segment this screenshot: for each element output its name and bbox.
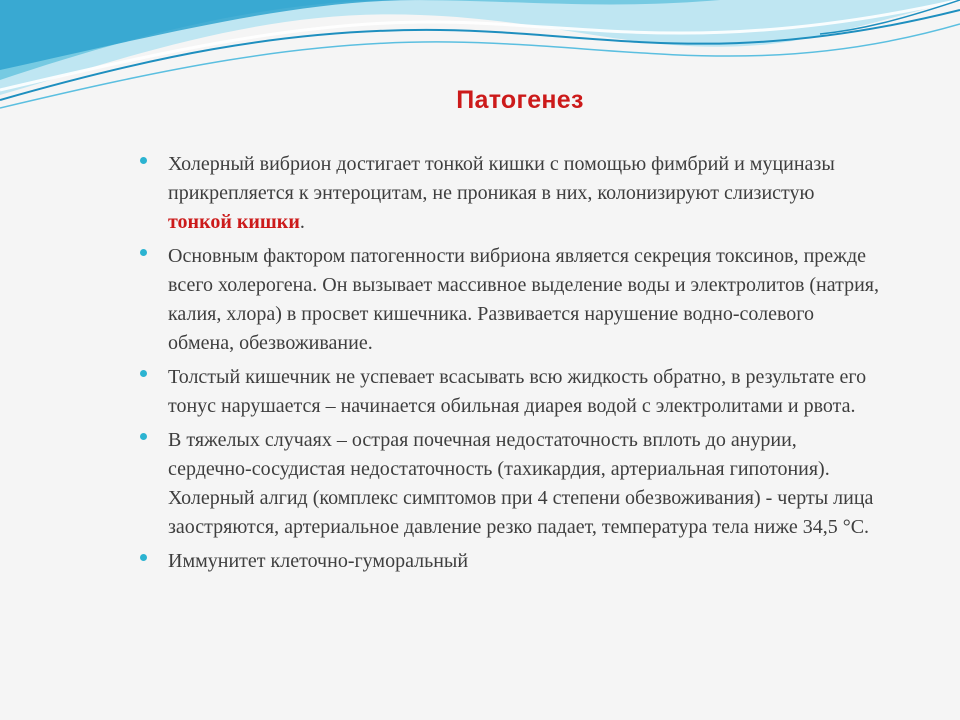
bullet-dot-icon (140, 554, 147, 561)
list-item (140, 547, 880, 576)
bullet-text: Иммунитет клеточно-гуморальный (168, 550, 469, 572)
list-item (140, 363, 880, 421)
bullet-text: Холерный вибрион достигает тонкой кишки с помощью фимбрий и муциназы прикрепляется к энтероцитам, не проникая в них, колонизируют слизистую тонкой кишки. (168, 153, 835, 233)
list-item (140, 150, 880, 237)
bullet-list (140, 150, 880, 581)
bullet-dot-icon (140, 370, 147, 377)
bullet-dot-icon (140, 157, 147, 164)
bullet-text: В тяжелых случаях – острая почечная недостаточность вплоть до анурии, сердечно-сосудистая недостаточность (тахикардия, артериальная гипотония). Холерный алгид (комплекс симптомов при 4 степени обезвоживания) - черты лица заостряются, артериальное давление резко падает, температура тела ниже 34,5 °С. (168, 429, 874, 538)
slide-title: Патогенез (456, 86, 584, 114)
bullet-text: Основным фактором патогенности вибриона является секреция токсинов, прежде всего холерогена. Он вызывает массивное выделение воды и электролитов (натрия, калия, хлора) в просвет кишечника. Развивается нарушение водно-солевого обмена, обезвоживание. (168, 245, 880, 354)
bullet-text: Толстый кишечник не успевает всасывать всю жидкость обратно, в результате его тонус нарушается – начинается обильная диарея водой с электролитами и рвота. (168, 366, 867, 417)
bullet-dot-icon (140, 249, 147, 256)
highlight-term: тонкой кишки (168, 211, 300, 233)
list-item (140, 426, 880, 542)
bullet-dot-icon (140, 433, 147, 440)
list-item (140, 242, 880, 358)
